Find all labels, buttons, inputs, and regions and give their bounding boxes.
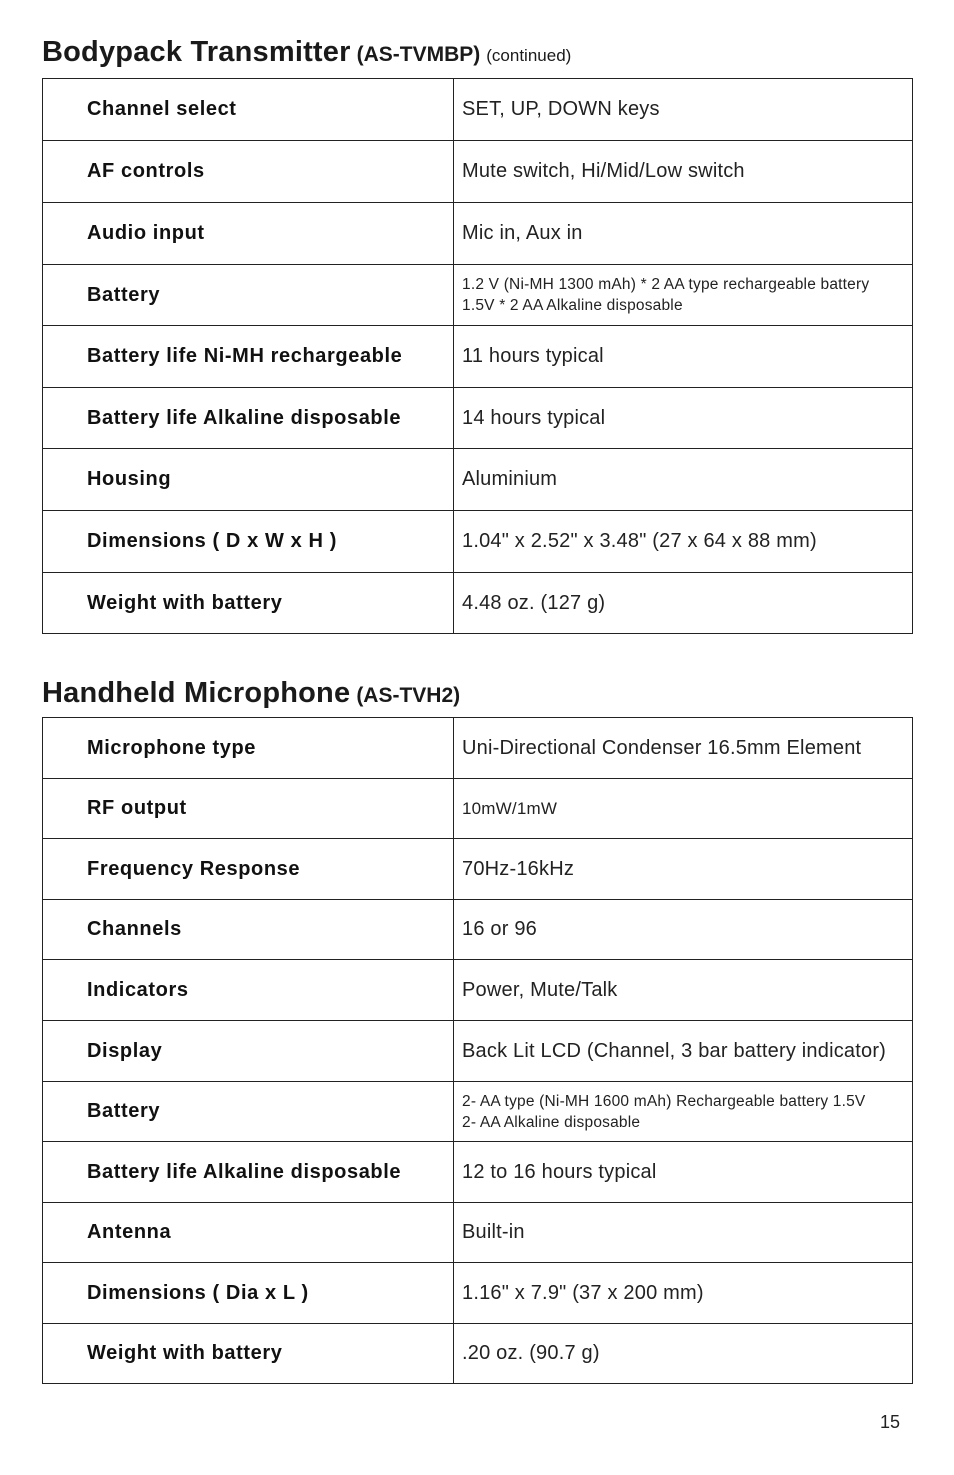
table-row	[43, 326, 913, 388]
spec-value: 11 hours typical	[454, 326, 913, 388]
table-row	[43, 511, 913, 573]
spec-label: Frequency Response	[43, 839, 454, 900]
spec-label: Battery life Ni-MH rechargeable	[43, 326, 454, 388]
bodypack-spec-table	[42, 78, 913, 634]
spec-label: Weight with battery	[43, 573, 454, 634]
handheld-spec-table	[42, 717, 913, 1384]
spec-label: Antenna	[43, 1203, 454, 1263]
spec-value	[454, 265, 913, 326]
spec-value: 4.48 oz. (127 g)	[454, 573, 913, 634]
spec-label: Indicators	[43, 960, 454, 1021]
spec-label: Audio input	[43, 203, 454, 265]
bodypack-model: (AS-TVMBP)	[356, 43, 481, 66]
spec-value: SET, UP, DOWN keys	[454, 79, 913, 141]
spec-label: Channels	[43, 900, 454, 960]
spec-label: Battery life Alkaline disposable	[43, 388, 454, 449]
spec-value: Uni-Directional Condenser 16.5mm Element	[454, 718, 913, 779]
spec-label: Battery	[43, 1082, 454, 1142]
bodypack-note: (continued)	[486, 46, 572, 65]
spec-value: Built-in	[454, 1203, 913, 1263]
table-row	[43, 1324, 913, 1384]
spec-label: Housing	[43, 449, 454, 511]
spec-value	[454, 1082, 913, 1142]
spec-value: Mute switch, Hi/Mid/Low switch	[454, 141, 913, 203]
spec-label: RF output	[43, 779, 454, 839]
table-row	[43, 1021, 913, 1082]
spec-label: Microphone type	[43, 718, 454, 779]
table-row	[43, 141, 913, 203]
table-row	[43, 1203, 913, 1263]
table-row	[43, 1142, 913, 1203]
spec-value: 1.04" x 2.52" x 3.48" (27 x 64 x 88 mm)	[454, 511, 913, 573]
spec-label: Channel select	[43, 79, 454, 141]
spec-value: 16 or 96	[454, 900, 913, 960]
handheld-title: Handheld Microphone	[42, 677, 351, 709]
spec-value: 70Hz-16kHz	[454, 839, 913, 900]
spec-value-line: 1.5V * 2 AA Alkaline disposable	[462, 297, 683, 314]
spec-value-line: 2- AA Alkaline disposable	[462, 1113, 641, 1131]
spec-value: Back Lit LCD (Channel, 3 bar battery indicator)	[454, 1021, 913, 1082]
table-row	[43, 1082, 913, 1142]
spec-value: Aluminium	[454, 449, 913, 511]
spec-value: Power, Mute/Talk	[454, 960, 913, 1021]
bodypack-title: Bodypack Transmitter	[42, 36, 351, 68]
table-row	[43, 203, 913, 265]
spec-value: 10mW/1mW	[454, 779, 913, 839]
spec-value: 1.16" x 7.9" (37 x 200 mm)	[454, 1263, 913, 1324]
table-row	[43, 718, 913, 779]
spec-value: .20 oz. (90.7 g)	[454, 1324, 913, 1384]
handheld-heading	[42, 677, 460, 710]
bodypack-heading	[42, 36, 571, 69]
table-row	[43, 960, 913, 1021]
table-row	[43, 265, 913, 326]
table-row	[43, 1263, 913, 1324]
table-row	[43, 79, 913, 141]
table-row	[43, 449, 913, 511]
spec-label: Display	[43, 1021, 454, 1082]
table-row	[43, 900, 913, 960]
page-number: 15	[880, 1412, 901, 1432]
table-row	[43, 388, 913, 449]
spec-label: Battery life Alkaline disposable	[43, 1142, 454, 1203]
spec-label: AF controls	[43, 141, 454, 203]
spec-value: 12 to 16 hours typical	[454, 1142, 913, 1203]
spec-label: Dimensions ( D x W x H )	[43, 511, 454, 573]
spec-value: Mic in, Aux in	[454, 203, 913, 265]
spec-value: 14 hours typical	[454, 388, 913, 449]
spec-label: Battery	[43, 265, 454, 326]
table-row	[43, 779, 913, 839]
table-row	[43, 573, 913, 634]
spec-label: Dimensions ( Dia x L )	[43, 1263, 454, 1324]
spec-value-line: 1.2 V (Ni-MH 1300 mAh) * 2 AA type rechargeable battery	[462, 276, 870, 293]
table-row	[43, 839, 913, 900]
spec-value-line: 2- AA type (Ni-MH 1600 mAh) Rechargeable battery 1.5V	[462, 1092, 866, 1110]
spec-label: Weight with battery	[43, 1324, 454, 1384]
handheld-model: (AS-TVH2)	[356, 684, 461, 707]
